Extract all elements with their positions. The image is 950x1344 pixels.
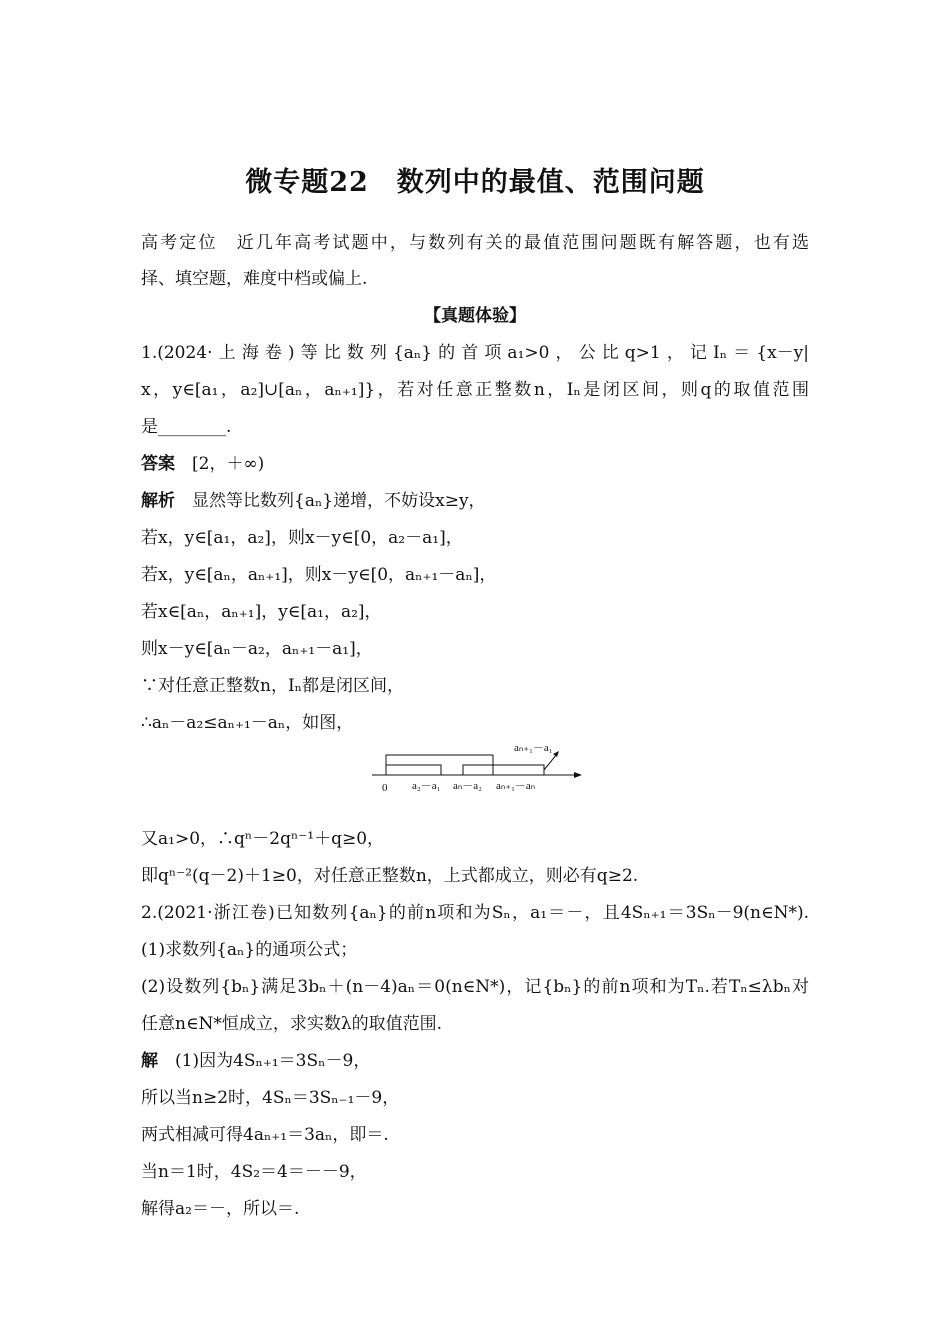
problem2-line-1: 2.(2021·浙江卷)已知数列{aₙ}的前n项和为Sₙ，a₁＝－，且4Sₙ₊₁＝3Sₙ－9(n∈N*). [141, 903, 809, 923]
analysis-line-4: 若x∈[aₙ，aₙ₊₁]，y∈[a₁，a₂]， [141, 602, 382, 622]
problem1-line-1: 1.(2024·上海卷)等比数列{aₙ}的首项a₁>0，公比q>1，记Iₙ＝{x－y| [141, 343, 809, 363]
figure-label-c: aₙ₊₁－aₙ [496, 780, 536, 792]
answer-label: 答案 [141, 454, 175, 474]
conclusion-line-1: 又a₁>0，∴qⁿ－2qⁿ⁻¹＋q≥0， [141, 829, 385, 849]
analysis-line-6: ∵对任意正整数n，Iₙ都是闭区间， [141, 676, 405, 696]
figure-zero: 0 [382, 782, 388, 794]
interval-box-c [493, 765, 544, 775]
analysis-label: 解析 [141, 491, 175, 511]
problem2-line-4: 任意n∈N*恒成立，求实数λ的取值范围. [141, 1014, 443, 1034]
interval-box-b [463, 765, 493, 775]
problem1-line-2: x，y∈[a₁，a₂]∪[aₙ，aₙ₊₁]}，若对任意正整数n，Iₙ是闭区间，则q的取值范围 [141, 380, 809, 400]
interval-box-a [386, 765, 441, 775]
solution-line-2: 所以当n≥2时，4Sₙ＝3Sₙ₋₁－9， [141, 1088, 400, 1108]
problem2-line-2: (1)求数列{aₙ}的通项公式； [141, 940, 358, 960]
intro-line-1: 高考定位 近几年高考试题中，与数列有关的最值范围问题既有解答题，也有选 [141, 233, 809, 253]
pointer-line [544, 754, 557, 770]
solution-line-1 [141, 1050, 370, 1072]
section-heading: 【真题体验】 [424, 306, 526, 326]
solution-text: (1)因为4Sₙ₊₁＝3Sₙ－9， [175, 1051, 371, 1071]
analysis-line-5: 则x－y∈[aₙ－a₂，aₙ₊₁－a₁]， [141, 639, 373, 659]
figure-label-a: a₂－a₁ [412, 780, 441, 792]
problem2-line-3: (2)设数列{bₙ}满足3bₙ＋(n－4)aₙ＝0(n∈N*)，记{bₙ}的前n项和为Tₙ.若Tₙ≤λbₙ对 [141, 977, 809, 997]
analysis-text: 显然等比数列{aₙ}递增，不妨设x≥y， [192, 491, 486, 511]
solution-line-5: 解得a₂＝－，所以＝. [141, 1199, 300, 1219]
solution-label: 解 [141, 1051, 158, 1071]
solution-line-4: 当n＝1时，4S₂＝4＝－－9， [141, 1162, 367, 1182]
answer-line [141, 453, 264, 475]
axis-arrow-icon [574, 772, 582, 778]
analysis-line-1 [141, 490, 486, 512]
analysis-line-3: 若x，y∈[aₙ，aₙ₊₁]，则x－y∈[0，aₙ₊₁－aₙ]， [141, 565, 497, 585]
figure-label-top: aₙ₊₁－a₁ [514, 742, 553, 754]
analysis-line-2: 若x，y∈[a₁，a₂]，则x－y∈[0，a₂－a₁]， [141, 528, 463, 548]
pointer-arrow-icon [553, 751, 559, 757]
page-title: 微专题22 数列中的最值、范围问题 [245, 167, 705, 198]
problem1-line-3: 是________. [141, 417, 232, 437]
intro-line-2: 择、填空题，难度中档或偏上. [141, 269, 368, 289]
answer-value: [2，＋∞) [192, 454, 265, 474]
solution-line-3: 两式相减可得4aₙ₊₁＝3aₙ，即＝. [141, 1125, 389, 1145]
interval-figure [372, 738, 587, 798]
conclusion-line-2: 即qⁿ⁻²(q－2)＋1≥0，对任意正整数n，上式都成立，则必有q≥2. [141, 866, 639, 886]
analysis-line-7: ∴aₙ－a₂≤aₙ₊₁－aₙ，如图， [141, 713, 354, 733]
figure-label-b: aₙ－a₂ [453, 780, 482, 792]
